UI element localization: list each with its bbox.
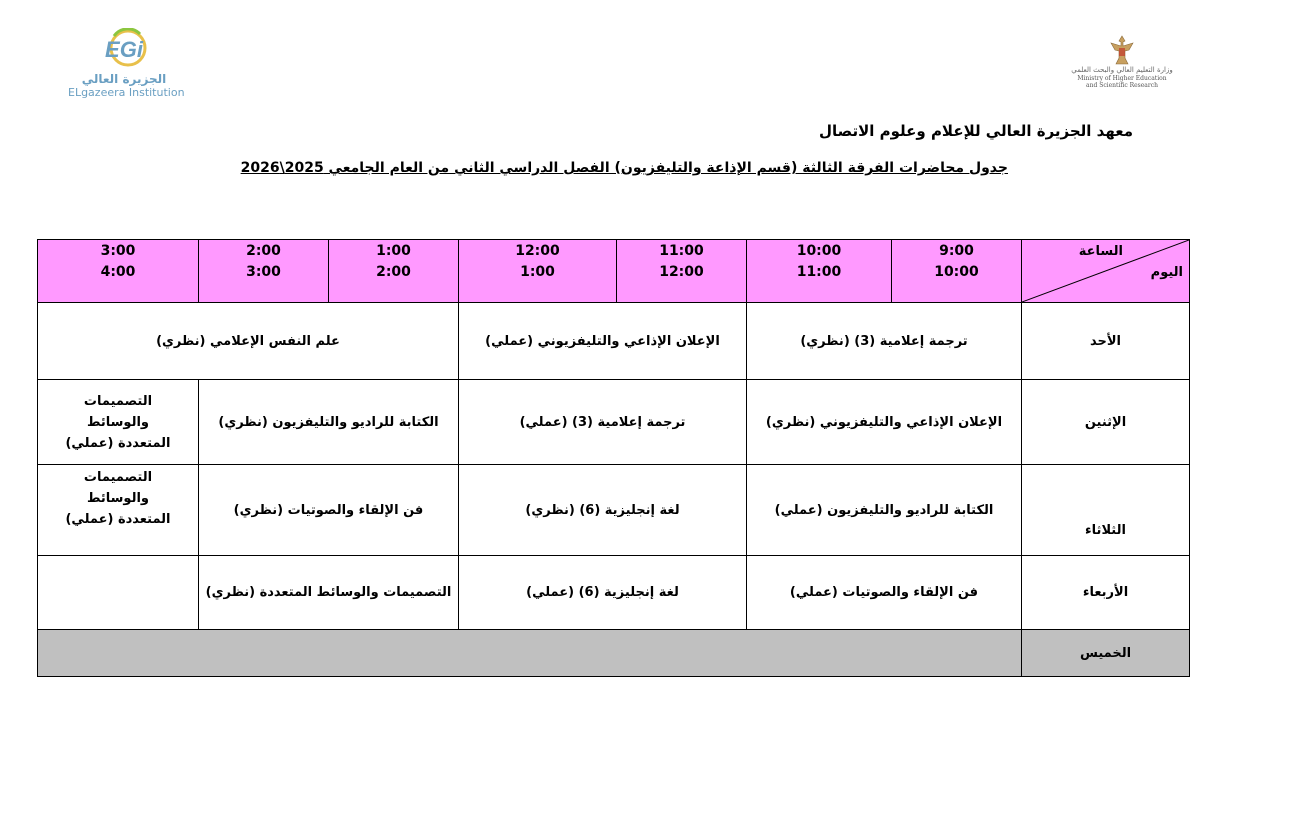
course-cell: الإعلان الإذاعي والتليفزيوني (نظري): [747, 380, 1022, 465]
corner-hour-label: الساعة: [1078, 244, 1123, 259]
institute-name: معهد الجزيرة العالي للإعلام وعلوم الاتصال: [819, 122, 1133, 140]
time-slot-header: 10:00 11:00: [747, 240, 892, 303]
ministry-name-ar: وزارة التعليم العالي والبحث العلمي: [1071, 66, 1173, 74]
time-slot-header: 3:00 4:00: [38, 240, 199, 303]
ministry-name-en-1: Ministry of Higher Education: [1077, 75, 1167, 82]
day-cell: الخميس: [1022, 630, 1190, 677]
course-cell: التصميمات والوسائط المتعددة (عملي): [38, 465, 199, 556]
day-cell: الثلاثاء: [1022, 465, 1190, 556]
course-cell: الكتابة للراديو والتليفزيون (عملي): [747, 465, 1022, 556]
course-cell: الكتابة للراديو والتليفزيون (نظري): [199, 380, 459, 465]
time-slot-header: 9:00 10:00: [892, 240, 1022, 303]
course-cell: ترجمة إعلامية (3) (نظري): [747, 303, 1022, 380]
schedule-table: [37, 239, 1190, 677]
header-row: [38, 240, 1190, 303]
course-cell: ترجمة إعلامية (3) (عملي): [459, 380, 747, 465]
course-cell: التصميمات والوسائط المتعددة (نظري): [199, 556, 459, 630]
ministry-name-en-2: and Scientific Research: [1086, 82, 1158, 89]
course-cell: الإعلان الإذاعي والتليفزيوني (عملي): [459, 303, 747, 380]
corner-day-label: اليوم: [1150, 265, 1183, 280]
svg-text:EGi: EGi: [105, 37, 143, 62]
day-row-monday: [38, 380, 1190, 465]
institution-logo-name-ar: الجزيرة العالي: [81, 72, 167, 86]
time-slot-header: 2:00 3:00: [199, 240, 329, 303]
day-row-tuesday: [38, 465, 1190, 556]
institution-logo-name-en: ELgazeera Institution: [68, 86, 185, 99]
eagle-emblem-icon: [1107, 34, 1137, 66]
day-cell: الأحد: [1022, 303, 1190, 380]
corner-cell: [1022, 240, 1190, 303]
time-slot-header: 12:00 1:00: [459, 240, 617, 303]
holiday-cell: [38, 630, 1022, 677]
schedule-title: جدول محاضرات الفرقة الثالثة (قسم الإذاعة والتليفزيون) الفصل الدراسي الثاني من العام الجامعي 2025\2026: [240, 160, 1008, 176]
course-cell: علم النفس الإعلامي (نظري): [38, 303, 459, 380]
time-slot-header: 11:00 12:00: [617, 240, 747, 303]
course-cell: التصميمات والوسائط المتعددة (عملي): [38, 380, 199, 465]
course-cell-empty: [38, 556, 199, 630]
course-cell: لغة إنجليزية (6) (عملي): [459, 556, 747, 630]
ministry-logo: [1070, 34, 1174, 108]
day-cell: الإثنين: [1022, 380, 1190, 465]
egi-logo-icon: [94, 28, 154, 70]
day-row-thursday: [38, 630, 1190, 677]
day-row-sunday: [38, 303, 1190, 380]
institution-logo: [68, 28, 185, 108]
day-cell: الأربعاء: [1022, 556, 1190, 630]
course-cell: فن الإلقاء والصوتيات (نظري): [199, 465, 459, 556]
day-row-wednesday: [38, 556, 1190, 630]
course-cell: لغة إنجليزية (6) (نظري): [459, 465, 747, 556]
course-cell: فن الإلقاء والصوتيات (عملي): [747, 556, 1022, 630]
time-slot-header: 1:00 2:00: [329, 240, 459, 303]
